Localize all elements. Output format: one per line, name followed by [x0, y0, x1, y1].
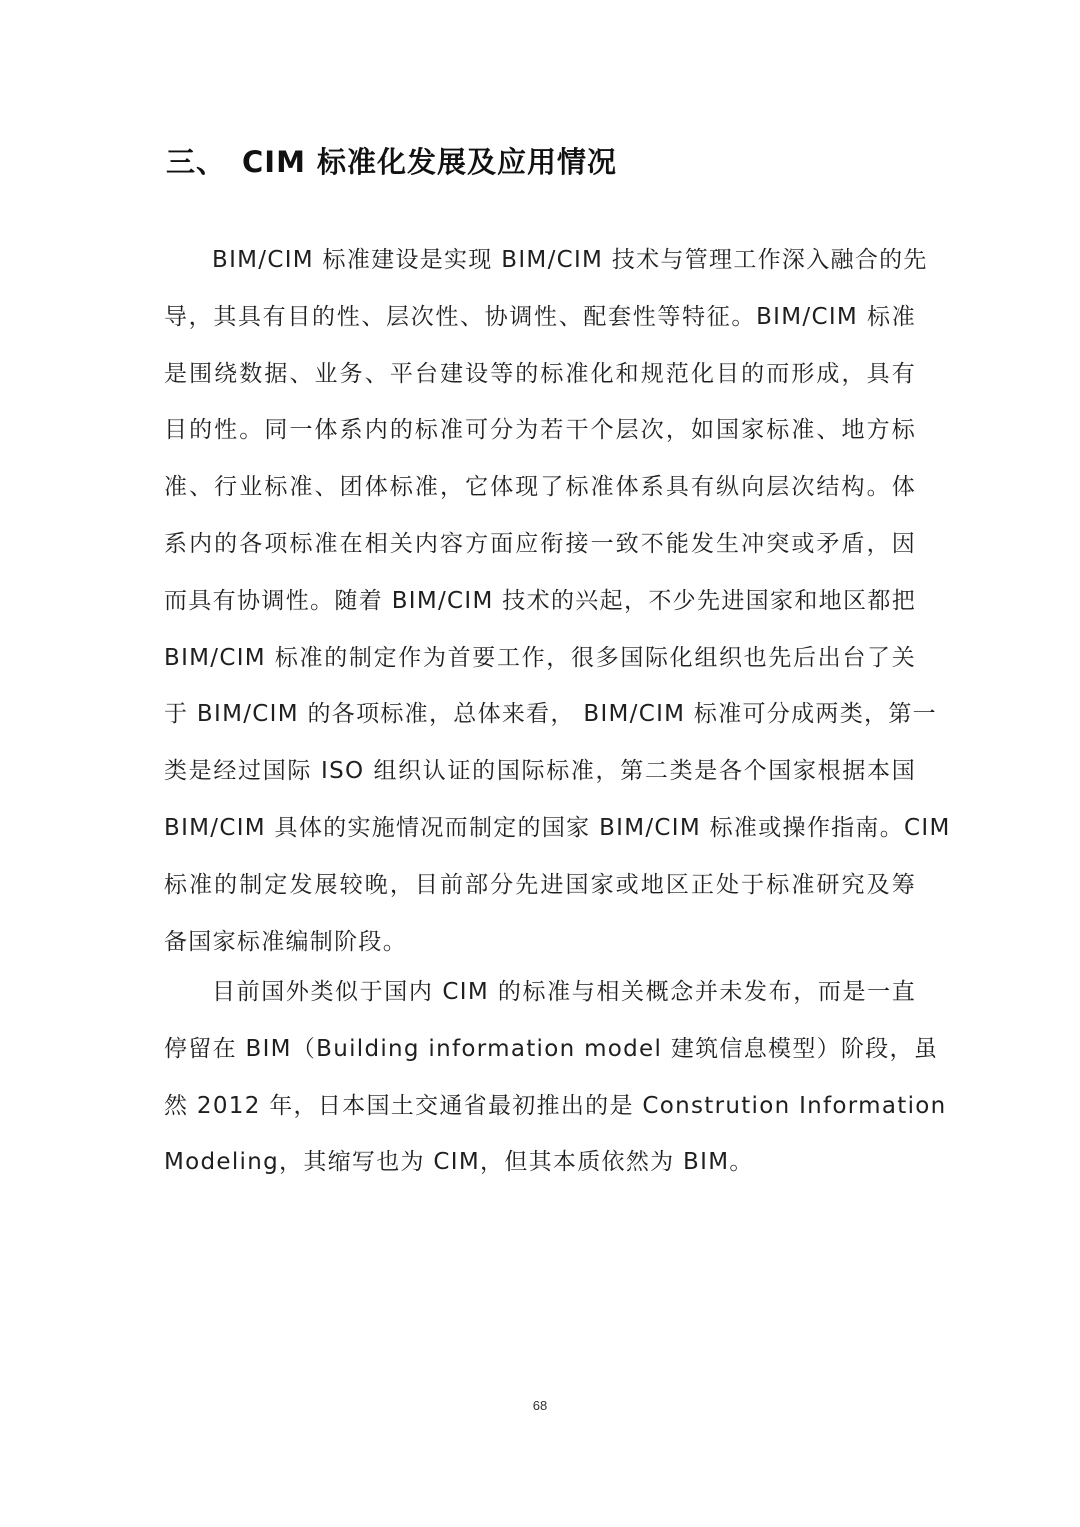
paragraph-line: 是围绕数据、业务、平台建设等的标准化和规范化目的而形成，具有 [164, 360, 916, 387]
paragraph-1 [164, 232, 951, 970]
paragraph-line: 导，其具有目的性、层次性、协调性、配套性等特征。BIM/CIM 标准 [164, 303, 916, 330]
paragraph-line: 准、行业标准、团体标准，它体现了标准体系具有纵向层次结构。体 [164, 474, 916, 501]
paragraph-line: 标准的制定发展较晚，目前部分先进国家或地区正处于标准研究及筹 [164, 871, 916, 898]
paragraph-line: 于 BIM/CIM 的各项标准，总体来看， BIM/CIM 标准可分成两类，第一 [164, 701, 937, 728]
paragraph-line: 然 2012 年，日本国土交通省最初推出的是 Constrution Information [164, 1092, 947, 1119]
section-title: CIM 标准化发展及应用情况 [242, 145, 618, 179]
section-heading [166, 140, 617, 181]
paragraph-line: 系内的各项标准在相关内容方面应衔接一致不能发生冲突或矛盾，因 [164, 530, 916, 557]
paragraph-line: 目前国外类似于国内 CIM 的标准与相关概念并未发布，而是一直 [212, 979, 916, 1005]
section-number: 三、 [166, 145, 227, 179]
paragraph-line: 备国家标准编制阶段。 [164, 928, 407, 955]
paragraph-line: Modeling，其缩写也为 CIM，但其本质依然为 BIM。 [164, 1149, 754, 1176]
paragraph-line: 类是经过国际 ISO 组织认证的国际标准，第二类是各个国家根据本国 [164, 758, 916, 785]
paragraph-line: 而具有协调性。随着 BIM/CIM 技术的兴起，不少先进国家和地区都把 [164, 587, 916, 614]
paragraph-2 [164, 964, 947, 1191]
paragraph-line: 目的性。同一体系内的标准可分为若干个层次，如国家标准、地方标 [164, 417, 916, 444]
page-number: 68 [532, 1398, 548, 1413]
paragraph-line: 停留在 BIM（Building information model 建筑信息模型）阶段，虽 [164, 1035, 939, 1062]
paragraph-line: BIM/CIM 具体的实施情况而制定的国家 BIM/CIM 标准或操作指南。CIM [164, 814, 951, 841]
paragraph-line: BIM/CIM 标准建设是实现 BIM/CIM 技术与管理工作深入融合的先 [212, 247, 928, 273]
paragraph-line: BIM/CIM 标准的制定作为首要工作，很多国际化组织也先后出台了关 [164, 644, 916, 671]
